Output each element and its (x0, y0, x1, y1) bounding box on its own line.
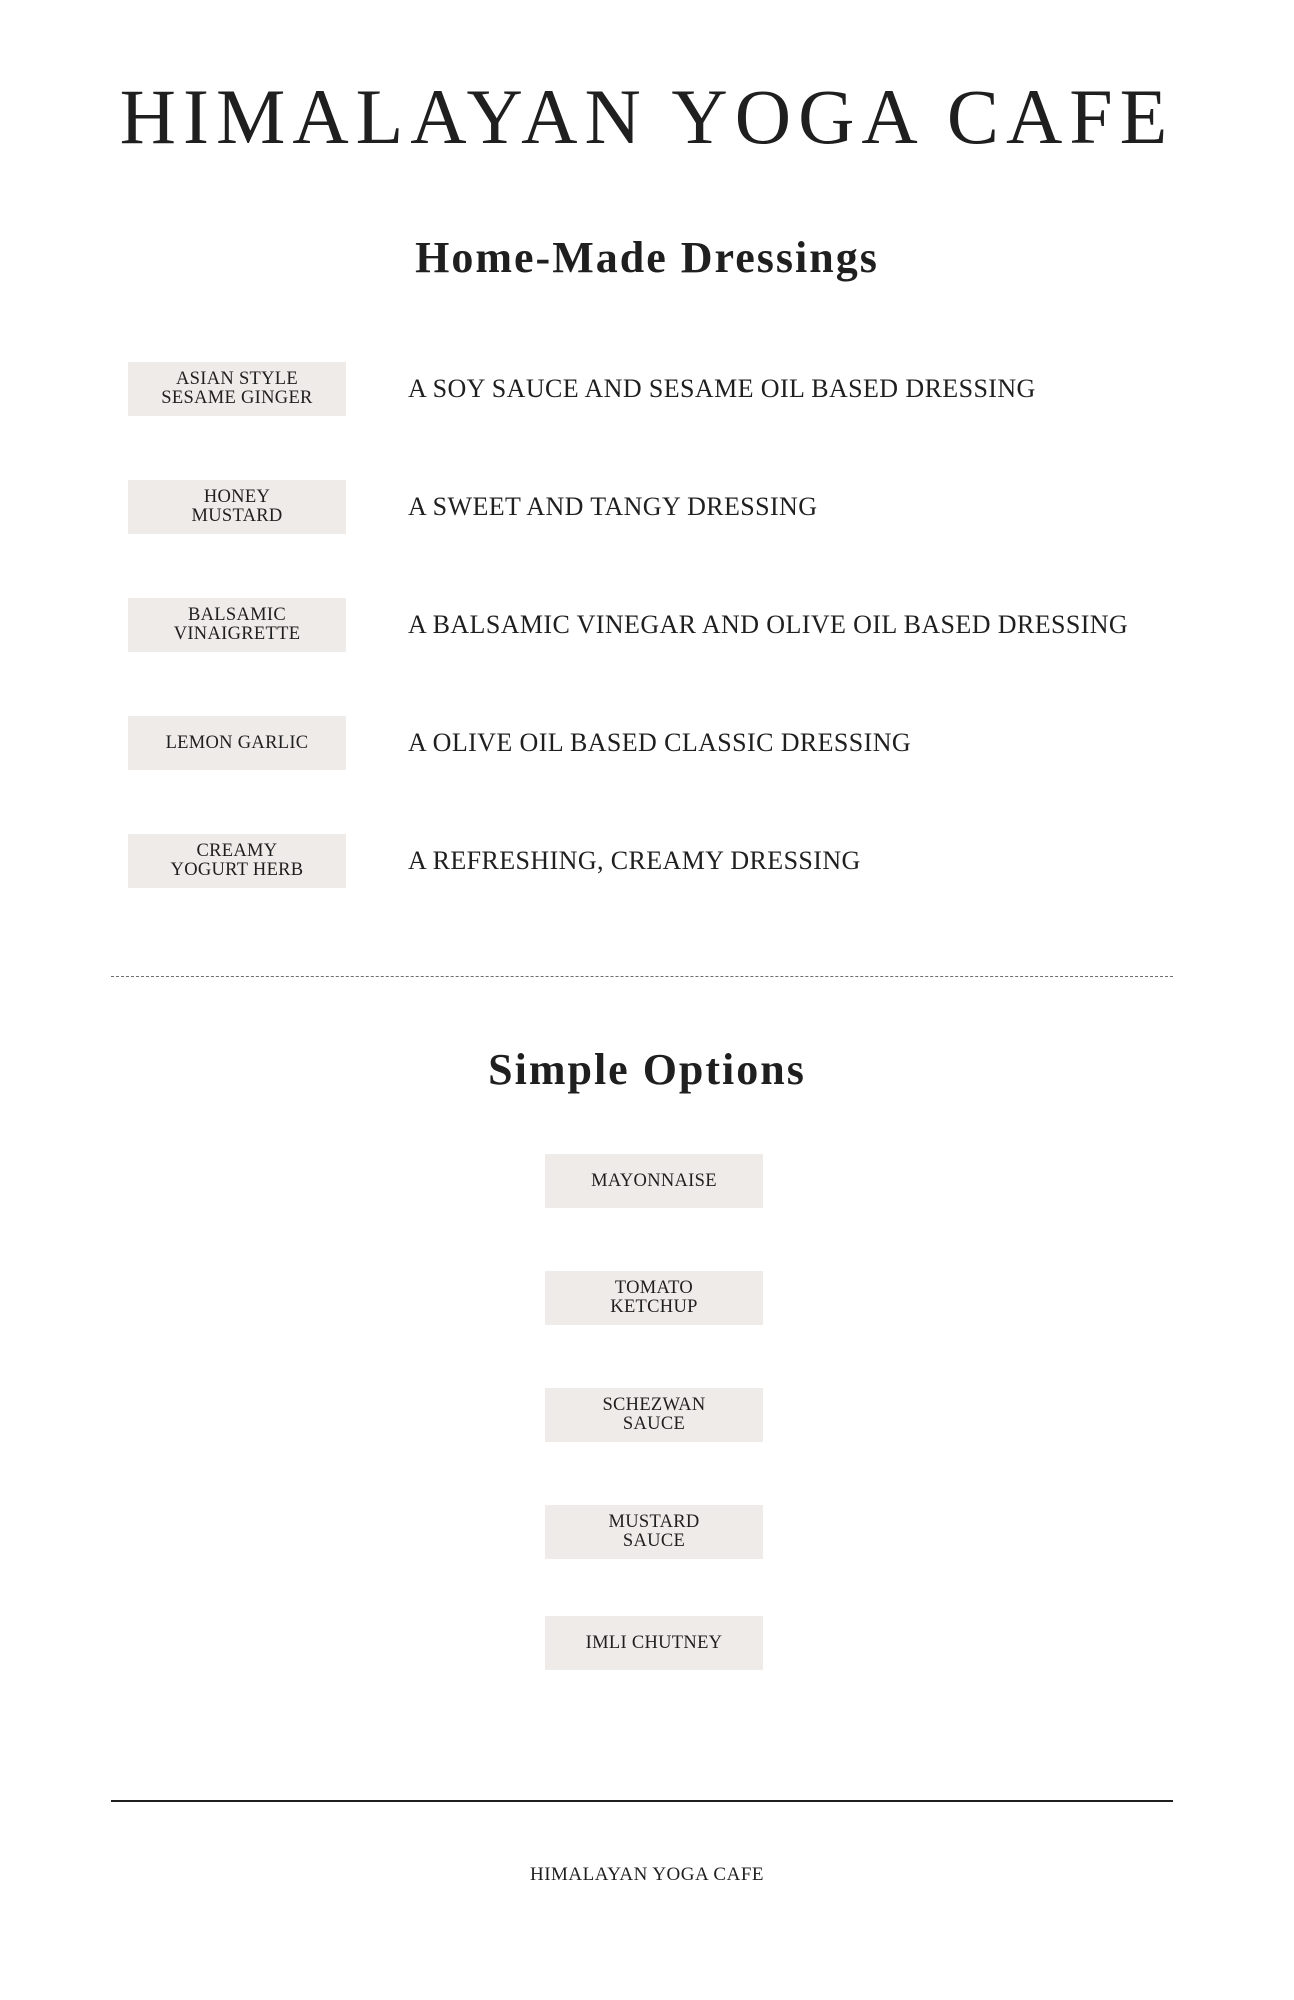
dressing-description: A REFRESHING, CREAMY DRESSING (408, 846, 861, 875)
simple-option-line: SAUCE (622, 1531, 686, 1551)
dressing-description: A BALSAMIC VINEGAR AND OLIVE OIL BASED DRESSING (408, 610, 1129, 639)
simple-option-line: MAYONNAISE (591, 1170, 717, 1191)
footer-divider (111, 1800, 1173, 1802)
simple-option-tag (545, 1505, 763, 1559)
dressing-item (128, 362, 1188, 416)
simple-option-line: IMLI CHUTNEY (585, 1632, 723, 1653)
simple-option-tag (545, 1388, 763, 1442)
simple-option-tag (545, 1271, 763, 1325)
dashed-divider (111, 976, 1173, 977)
dressing-item (128, 598, 1188, 652)
dressing-item (128, 480, 1188, 534)
simple-option-line: SCHEZWAN (602, 1395, 706, 1415)
dressings-section-title: Home-Made Dressings (415, 233, 879, 282)
simple-option-line: TOMATO (614, 1278, 694, 1298)
simple-option-line: SAUCE (622, 1414, 686, 1434)
dressing-name-line: LEMON GARLIC (165, 732, 309, 753)
dressing-name-line: HONEY (203, 487, 271, 507)
dressing-name-line: SESAME GINGER (161, 388, 313, 408)
dressing-name-tag (128, 716, 346, 770)
simple-option-line: KETCHUP (610, 1297, 698, 1317)
simple-options-section-title: Simple Options (488, 1045, 806, 1094)
dressing-item (128, 716, 1188, 770)
simple-option-tag (545, 1154, 763, 1208)
footer-text: HIMALAYAN YOGA CAFE (529, 1864, 764, 1885)
dressing-name-line: VINAIGRETTE (173, 624, 301, 644)
dressing-name-tag (128, 598, 346, 652)
dressing-name-tag (128, 480, 346, 534)
dressing-name-line: YOGURT HERB (170, 860, 304, 880)
dressing-name-tag (128, 834, 346, 888)
dressing-name-line: MUSTARD (191, 506, 283, 526)
simple-option-tag (545, 1616, 763, 1670)
simple-option-line: MUSTARD (608, 1512, 700, 1532)
dressing-description: A OLIVE OIL BASED CLASSIC DRESSING (408, 728, 912, 757)
dressing-name-tag (128, 362, 346, 416)
dressing-description: A SOY SAUCE AND SESAME OIL BASED DRESSING (408, 374, 1036, 403)
dressing-name-line: CREAMY (196, 841, 278, 861)
dressing-description: A SWEET AND TANGY DRESSING (408, 492, 818, 521)
dressing-item (128, 834, 1188, 888)
page-title: HIMALAYAN YOGA CAFE (119, 73, 1175, 160)
dressing-name-line: BALSAMIC (187, 605, 286, 625)
dressing-name-line: ASIAN STYLE (175, 369, 298, 389)
